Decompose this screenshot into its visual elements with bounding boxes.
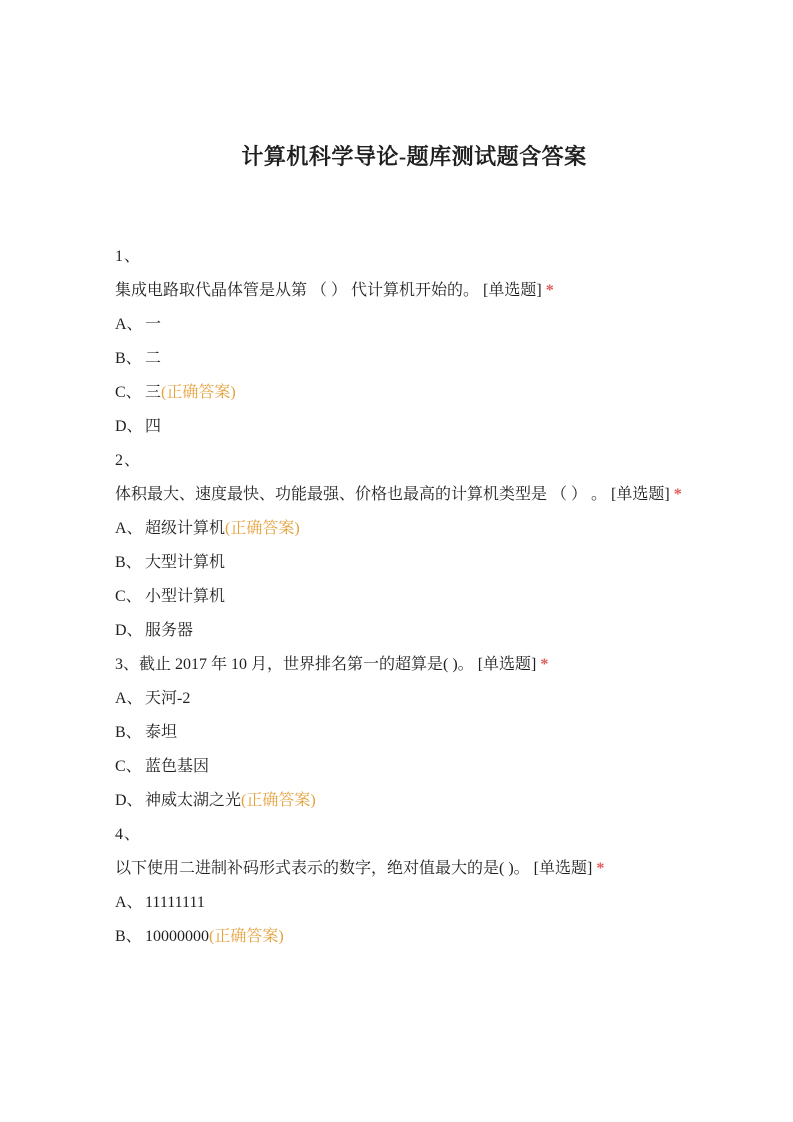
option-text: 大型计算机 bbox=[145, 554, 226, 571]
question-text bbox=[115, 281, 713, 301]
option-letter: D、 bbox=[115, 418, 143, 435]
question-4 bbox=[115, 825, 713, 947]
option-row bbox=[115, 519, 713, 539]
option-text: 一 bbox=[145, 316, 162, 333]
question-number: 1、 bbox=[115, 248, 142, 265]
correct-answer-label: (正确答案) bbox=[161, 384, 236, 401]
option-row bbox=[115, 893, 713, 913]
question-text bbox=[115, 655, 713, 675]
question-type-label: [单选题] bbox=[611, 486, 670, 503]
question-number: 3、 bbox=[115, 656, 140, 673]
option-text: 10000000 bbox=[145, 928, 209, 945]
option-text: 二 bbox=[145, 350, 162, 367]
option-text: 泰坦 bbox=[145, 724, 178, 741]
option-row bbox=[115, 315, 713, 335]
option-text: 蓝色基因 bbox=[145, 758, 210, 775]
option-letter: A、 bbox=[115, 316, 143, 333]
option-text: 三 bbox=[145, 384, 162, 401]
required-asterisk: * bbox=[673, 486, 682, 503]
option-letter: B、 bbox=[115, 554, 142, 571]
question-number: 2、 bbox=[115, 452, 142, 469]
option-text: 天河-2 bbox=[145, 690, 191, 707]
option-text: 服务器 bbox=[145, 622, 194, 639]
option-letter: B、 bbox=[115, 928, 142, 945]
option-row bbox=[115, 689, 713, 709]
option-row bbox=[115, 417, 713, 437]
option-row bbox=[115, 927, 713, 947]
correct-answer-label: (正确答案) bbox=[241, 792, 316, 809]
option-row bbox=[115, 791, 713, 811]
option-letter: C、 bbox=[115, 384, 142, 401]
option-letter: B、 bbox=[115, 724, 142, 741]
question-text-content: 集成电路取代晶体管是从第 （ ） 代计算机开始的。 bbox=[115, 282, 480, 299]
option-row bbox=[115, 587, 713, 607]
correct-answer-label: (正确答案) bbox=[209, 928, 284, 945]
correct-answer-label: (正确答案) bbox=[225, 520, 300, 537]
required-asterisk: * bbox=[545, 282, 554, 299]
required-asterisk: * bbox=[540, 656, 549, 673]
option-letter: C、 bbox=[115, 588, 142, 605]
question-type-label: [单选题] bbox=[533, 860, 593, 877]
option-row bbox=[115, 723, 713, 743]
question-text bbox=[115, 859, 713, 879]
document-title: 计算机科学导论-题库测试题含答案 bbox=[241, 144, 587, 169]
option-row bbox=[115, 553, 713, 573]
required-asterisk: * bbox=[596, 860, 605, 877]
option-letter: D、 bbox=[115, 622, 143, 639]
question-text-content: 以下使用二进制补码形式表示的数字，绝对值最大的是( )。 bbox=[115, 860, 530, 877]
question-type-label: [单选题] bbox=[477, 656, 537, 673]
question-1 bbox=[115, 247, 713, 437]
option-text: 四 bbox=[145, 418, 162, 435]
question-3 bbox=[115, 655, 713, 811]
option-row bbox=[115, 757, 713, 777]
question-type-label: [单选题] bbox=[483, 282, 542, 299]
option-letter: B、 bbox=[115, 350, 142, 367]
option-letter: A、 bbox=[115, 520, 143, 537]
option-row bbox=[115, 349, 713, 369]
option-letter: C、 bbox=[115, 758, 142, 775]
option-text: 小型计算机 bbox=[145, 588, 226, 605]
option-text: 11111111 bbox=[145, 894, 205, 911]
question-text bbox=[115, 485, 713, 505]
question-number: 4、 bbox=[115, 826, 142, 843]
question-text-content: 体积最大、速度最快、功能最强、价格也最高的计算机类型是 （ ） 。 bbox=[115, 486, 608, 503]
question-text-content: 截止 2017 年 10 月，世界排名第一的超算是( )。 bbox=[139, 656, 474, 673]
option-letter: A、 bbox=[115, 690, 143, 707]
option-letter: D、 bbox=[115, 792, 143, 809]
option-row bbox=[115, 621, 713, 641]
option-text: 神威太湖之光 bbox=[145, 792, 242, 809]
option-row bbox=[115, 383, 713, 403]
question-2 bbox=[115, 451, 713, 641]
option-letter: A、 bbox=[115, 894, 143, 911]
option-text: 超级计算机 bbox=[145, 520, 226, 537]
